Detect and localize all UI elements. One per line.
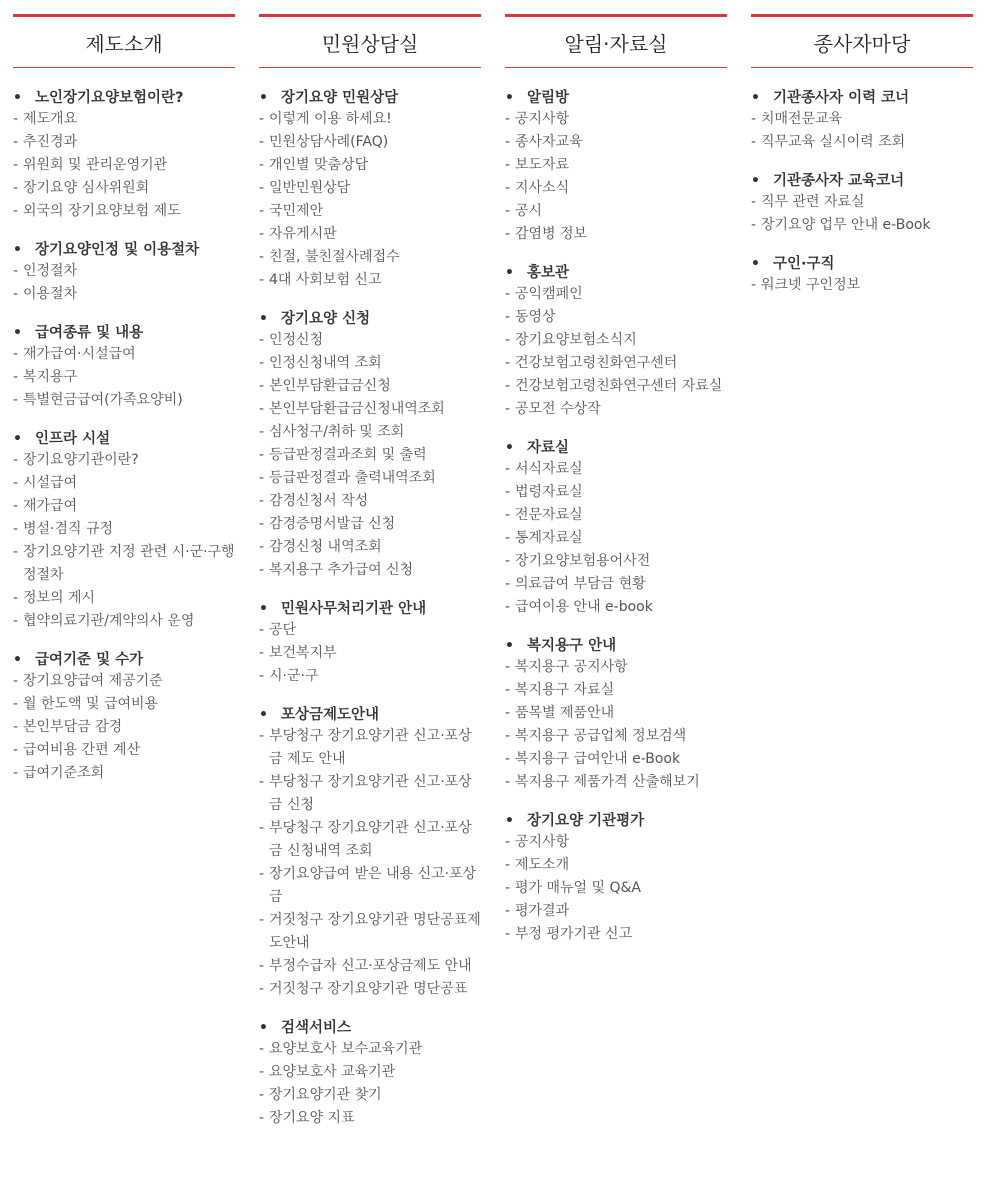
menu-link[interactable]: - 지사소식 [505,177,727,200]
menu-link[interactable]: - 재가급여 [13,495,235,518]
menu-item-list [13,343,235,412]
menu-item-list [13,449,235,633]
menu-item-list [259,108,481,292]
menu-group-title[interactable]: • 급여종류 및 내용 [13,323,235,343]
menu-group [505,88,727,246]
menu-group-title[interactable]: • 장기요양 민원상담 [259,88,481,108]
menu-link[interactable]: - 이렇게 이용 하세요! [259,108,481,131]
menu-group-title[interactable]: • 장기요양 기관평가 [505,811,727,831]
menu-item-list [13,108,235,223]
menu-link[interactable]: - 민원상담사례(FAQ) [259,131,481,154]
menu-link[interactable]: - 보도자료 [505,154,727,177]
menu-link[interactable]: - 요양보호사 교육기관 [259,1061,481,1084]
menu-link[interactable]: - 종사자교육 [505,131,727,154]
menu-item-list [259,619,481,688]
menu-link[interactable]: - 심사청구/취하 및 조회 [259,421,481,444]
menu-link[interactable]: - 서식자료실 [505,458,727,481]
menu-link[interactable]: - 공지사항 [505,831,727,854]
menu-group [13,650,235,785]
menu-link[interactable]: - 복지용구 자료실 [505,679,727,702]
column-civil-service [259,14,481,1147]
column-system-intro [13,14,235,802]
menu-link[interactable]: - 인정신청내역 조회 [259,352,481,375]
menu-link[interactable]: - 복지용구 [13,366,235,389]
menu-link[interactable]: - 요양보호사 보수교육기관 [259,1038,481,1061]
menu-link[interactable]: - 개인별 맞춤상담 [259,154,481,177]
menu-item-list [13,670,235,785]
menu-group [751,88,973,154]
menu-link[interactable]: - 4대 사회보험 신고 [259,269,481,292]
menu-link[interactable]: - 일반민원상담 [259,177,481,200]
menu-link[interactable]: - 감경신청 내역조회 [259,536,481,559]
menu-group-title[interactable]: • 알림방 [505,88,727,108]
menu-item-list [505,458,727,619]
menu-item-list [13,260,235,306]
menu-link[interactable]: - 복지용구 제품가격 산출해보기 [505,771,727,794]
menu-link[interactable]: - 부정수급자 신고·포상금제도 안내 [259,955,481,978]
column-title[interactable]: 제도소개 [13,14,235,68]
menu-group-title[interactable]: • 구인·구직 [751,254,973,274]
column-notice-archive [505,14,727,963]
menu-item-list [751,108,973,154]
menu-group-title[interactable]: • 민원사무처리기관 안내 [259,599,481,619]
menu-link[interactable]: - 위원회 및 관리운영기관 [13,154,235,177]
menu-group-title[interactable]: • 급여기준 및 수가 [13,650,235,670]
menu-link[interactable]: - 부당청구 장기요양기관 신고·포상금 제도 안내 [259,725,481,771]
menu-link[interactable]: - 거짓청구 장기요양기관 명단공표제도안내 [259,909,481,955]
menu-group [13,429,235,633]
menu-link[interactable]: - 공단 [259,619,481,642]
menu-link[interactable]: - 거짓청구 장기요양기관 명단공표 [259,978,481,1001]
menu-link[interactable]: - 본인부담환급금신청내역조회 [259,398,481,421]
menu-group-title[interactable]: • 자료실 [505,438,727,458]
menu-group-title[interactable]: • 장기요양인정 및 이용절차 [13,240,235,260]
menu-item-list [505,831,727,946]
menu-link[interactable]: - 이용절차 [13,283,235,306]
menu-link[interactable]: - 보건복지부 [259,642,481,665]
menu-group [505,811,727,946]
menu-link[interactable]: - 직무 관련 자료실 [751,191,973,214]
menu-link[interactable]: - 감염병 정보 [505,223,727,246]
menu-link[interactable]: - 감경신청서 작성 [259,490,481,513]
menu-group-title[interactable]: • 포상금제도안내 [259,705,481,725]
menu-link[interactable]: - 국민제안 [259,200,481,223]
menu-group-title[interactable]: • 검색서비스 [259,1018,481,1038]
menu-link[interactable]: - 품목별 제품안내 [505,702,727,725]
menu-link[interactable]: - 공모전 수상작 [505,398,727,421]
menu-link[interactable]: - 본인부담환급금신청 [259,375,481,398]
menu-link[interactable]: - 친절, 불친절사례접수 [259,246,481,269]
menu-link[interactable]: - 병설·겸직 규정 [13,518,235,541]
menu-link[interactable]: - 장기요양보험용어사전 [505,550,727,573]
column-groups [505,68,727,946]
menu-group [751,171,973,237]
menu-link[interactable]: - 제도소개 [505,854,727,877]
menu-link[interactable]: - 시·군·구 [259,665,481,688]
menu-group [259,1018,481,1130]
menu-link[interactable]: - 장기요양 지표 [259,1107,481,1130]
menu-link[interactable]: - 장기요양 심사위원회 [13,177,235,200]
menu-link[interactable]: - 부정 평가기관 신고 [505,923,727,946]
menu-item-list [259,329,481,582]
menu-group [505,438,727,619]
menu-group [505,636,727,794]
menu-link[interactable]: - 워크넷 구인정보 [751,274,973,297]
menu-group-title[interactable]: • 복지용구 안내 [505,636,727,656]
menu-link[interactable]: - 건강보험고령친화연구센터 [505,352,727,375]
menu-link[interactable]: - 협약의료기관/계약의사 운영 [13,610,235,633]
menu-link[interactable]: - 자유게시판 [259,223,481,246]
menu-group [505,263,727,421]
menu-link[interactable]: - 치매전문교육 [751,108,973,131]
menu-link[interactable]: - 통계자료실 [505,527,727,550]
menu-link[interactable]: - 인정절차 [13,260,235,283]
menu-link[interactable]: - 장기요양기관이란? [13,449,235,472]
column-groups [259,68,481,1130]
menu-link[interactable]: - 제도개요 [13,108,235,131]
menu-link[interactable]: - 공시 [505,200,727,223]
menu-link[interactable]: - 월 한도액 및 급여비용 [13,693,235,716]
menu-link[interactable]: - 등급판정결과 출력내역조회 [259,467,481,490]
menu-item-list [505,108,727,246]
menu-link[interactable]: - 공지사항 [505,108,727,131]
menu-link[interactable]: - 복지용구 공급업체 정보검색 [505,725,727,748]
menu-link[interactable]: - 특별현금급여(가족요양비) [13,389,235,412]
menu-link[interactable]: - 복지용구 공지사항 [505,656,727,679]
menu-group [751,254,973,297]
menu-link[interactable]: - 장기요양급여 받은 내용 신고·포상금 [259,863,481,909]
column-title[interactable]: 알림·자료실 [505,14,727,68]
menu-group-title[interactable]: • 장기요양 신청 [259,309,481,329]
menu-group-title[interactable]: • 인프라 시설 [13,429,235,449]
menu-group-title[interactable]: • 기관종사자 이력 코너 [751,88,973,108]
menu-group-title[interactable]: • 기관종사자 교육코너 [751,171,973,191]
menu-link[interactable]: - 공익캠페인 [505,283,727,306]
menu-group [13,240,235,306]
menu-link[interactable]: - 전문자료실 [505,504,727,527]
menu-group [13,323,235,412]
menu-item-list [751,274,973,297]
column-groups [751,68,973,297]
menu-link[interactable]: - 의료급여 부담금 현황 [505,573,727,596]
menu-link[interactable]: - 복지용구 추가급여 신청 [259,559,481,582]
menu-link[interactable]: - 장기요양급여 제공기준 [13,670,235,693]
menu-group [13,88,235,223]
menu-group [259,599,481,688]
menu-link[interactable]: - 건강보험고령친화연구센터 자료실 [505,375,727,398]
menu-link[interactable]: - 법령자료실 [505,481,727,504]
menu-link[interactable]: - 인정신청 [259,329,481,352]
menu-link[interactable]: - 시설급여 [13,472,235,495]
menu-link[interactable]: - 부당청구 장기요양기관 신고·포상금 신청 [259,771,481,817]
menu-group-title[interactable]: • 홍보관 [505,263,727,283]
menu-group [259,705,481,1001]
column-title[interactable]: 종사자마당 [751,14,973,68]
menu-link[interactable]: - 본인부담금 감경 [13,716,235,739]
menu-link[interactable]: - 급여이용 안내 e-book [505,596,727,619]
menu-item-list [751,191,973,237]
menu-link[interactable]: - 평가결과 [505,900,727,923]
menu-link[interactable]: - 추진경과 [13,131,235,154]
menu-link[interactable]: - 정보의 게시 [13,587,235,610]
menu-link[interactable]: - 급여기준조회 [13,762,235,785]
menu-link[interactable]: - 장기요양기관 지정 관련 시·군·구행정절차 [13,541,235,587]
menu-link[interactable]: - 등급판정결과조회 및 출력 [259,444,481,467]
menu-link[interactable]: - 복지용구 급여안내 e-Book [505,748,727,771]
menu-group [259,88,481,292]
menu-link[interactable]: - 장기요양보험소식지 [505,329,727,352]
menu-link[interactable]: - 동영상 [505,306,727,329]
menu-item-list [505,656,727,794]
menu-group [259,309,481,582]
column-title[interactable]: 민원상담실 [259,14,481,68]
menu-item-list [259,1038,481,1130]
menu-group-title[interactable]: • 노인장기요양보험이란? [13,88,235,108]
menu-link[interactable]: - 외국의 장기요양보험 제도 [13,200,235,223]
menu-link[interactable]: - 장기요양 업무 안내 e-Book [751,214,973,237]
menu-link[interactable]: - 직무교육 실시이력 조회 [751,131,973,154]
menu-item-list [259,725,481,1001]
menu-item-list [505,283,727,421]
menu-link[interactable]: - 평가 매뉴얼 및 Q&A [505,877,727,900]
menu-link[interactable]: - 장기요양기관 찾기 [259,1084,481,1107]
menu-link[interactable]: - 부당청구 장기요양기관 신고·포상금 신청내역 조회 [259,817,481,863]
menu-link[interactable]: - 재가급여·시설급여 [13,343,235,366]
menu-link[interactable]: - 급여비용 간편 계산 [13,739,235,762]
menu-link[interactable]: - 감경증명서발급 신청 [259,513,481,536]
column-worker-square [751,14,973,314]
column-groups [13,68,235,785]
